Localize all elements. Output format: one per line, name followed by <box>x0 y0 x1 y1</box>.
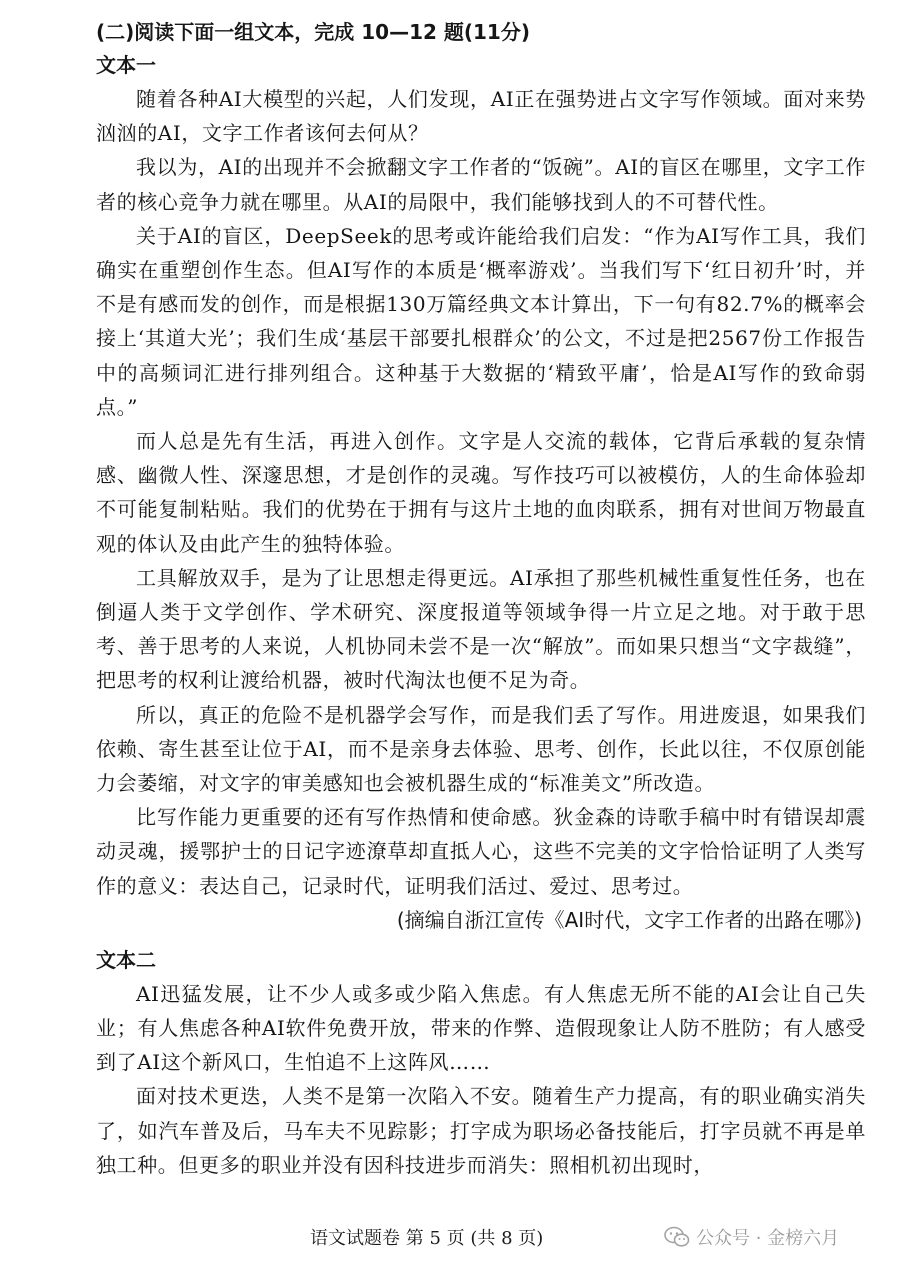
text-two <box>96 943 866 1182</box>
text-one-source: (摘编自浙江宣传《AI时代，文字工作者的出路在哪》) <box>396 907 862 932</box>
wechat-icon <box>664 1226 690 1248</box>
text-one-paragraph-2: 我以为，AI的出现并不会掀翻文字工作者的“饭碗”。AI的盲区在哪里，文字工作者的核心竞争力就在哪里。从AI的局限中，我们能够找到人的不可替代性。 <box>96 155 866 214</box>
watermark-text: 公众号 · 金榜六月 <box>696 1228 840 1249</box>
text-two-paragraph-2: 面对技术更迭，人类不是第一次陷入不安。随着生产力提高，有的职业确实消失了，如汽车普及后，马车夫不见踪影；打字成为职场必备技能后，打字员就不再是单独工种。但更多的职业并没有因科技进步而消失：照相机初出现时， <box>96 1084 866 1177</box>
text-one-paragraph-4: 而人总是先有生活，再进入创作。文字是人交流的载体，它背后承载的复杂情感、幽微人性、深邃思想，才是创作的灵魂。写作技巧可以被模仿，人的生命体验却不可能复制粘贴。我们的优势在于拥有与这片土地的血肉联系，拥有对世间万物最直观的体认及由此产生的独特体验。 <box>96 429 866 556</box>
section-heading: (二)阅读下面一组文本，完成 10—12 题(11分) <box>96 20 530 44</box>
exam-page <box>96 16 866 1182</box>
text-two-title: 文本二 <box>96 947 156 972</box>
text-two-paragraph-1: AI迅猛发展，让不少人或多或少陷入焦虑。有人焦虑无所不能的AI会让自己失业；有人焦虑各种AI软件免费开放，带来的作弊、造假现象让人防不胜防；有人感受到了AI这个新风口，生怕追不上这阵风…… <box>96 981 866 1075</box>
text-one-paragraph-3: 关于AI的盲区，DeepSeek的思考或许能给我们启发：“作为AI写作工具，我们确实在重塑创作生态。但AI写作的本质是‘概率游戏’。当我们写下‘红日初升’时，并不是有感而发的创作，而是根据130万篇经典文本计算出，下一句有82.7%的概率会接上‘其道大光’；我们生成‘基层干部要扎根群众’的公文，不过是把2567份工作报告中的高频词汇进行排列组合。这种基于大数据的‘精致平庸’，恰是AI写作的致命弱点。” <box>96 223 866 419</box>
text-one <box>96 48 866 937</box>
text-one-paragraph-6: 所以，真正的危险不是机器学会写作，而是我们丢了写作。用进废退，如果我们依赖、寄生甚至让位于AI，而不是亲身去体验、思考、创作，长此以往，不仅原创能力会萎缩，对文字的审美感知也会被机器生成的“标准美文”所改造。 <box>96 702 866 796</box>
text-one-paragraph-1: 随着各种AI大模型的兴起，人们发现，AI正在强势进占文字写作领域。面对来势汹汹的AI，文字工作者该何去何从？ <box>96 87 866 146</box>
page-footer: 语文试题卷 第 5 页 (共 8 页) <box>310 1228 544 1249</box>
text-one-paragraph-7: 比写作能力更重要的还有写作热情和使命感。狄金森的诗歌手稿中时有错误却震动灵魂，援鄂护士的日记字迹潦草却直抵人心，这些不完美的文字恰恰证明了人类写作的意义：表达自己，记录时代，证明我们活过、爱过、思考过。 <box>96 805 866 898</box>
text-one-title: 文本一 <box>96 53 156 77</box>
text-one-paragraph-5: 工具解放双手，是为了让思想走得更远。AI承担了那些机械性重复性任务，也在倒逼人类于文学创作、学术研究、深度报道等领域争得一片立足之地。对于敢于思考、善于思考的人来说，人机协同未尝不是一次“解放”。而如果只想当“文字裁缝”，把思考的权利让渡给机器，被时代淘汰也便不足为奇。 <box>96 565 866 693</box>
wechat-watermark <box>664 1224 839 1250</box>
